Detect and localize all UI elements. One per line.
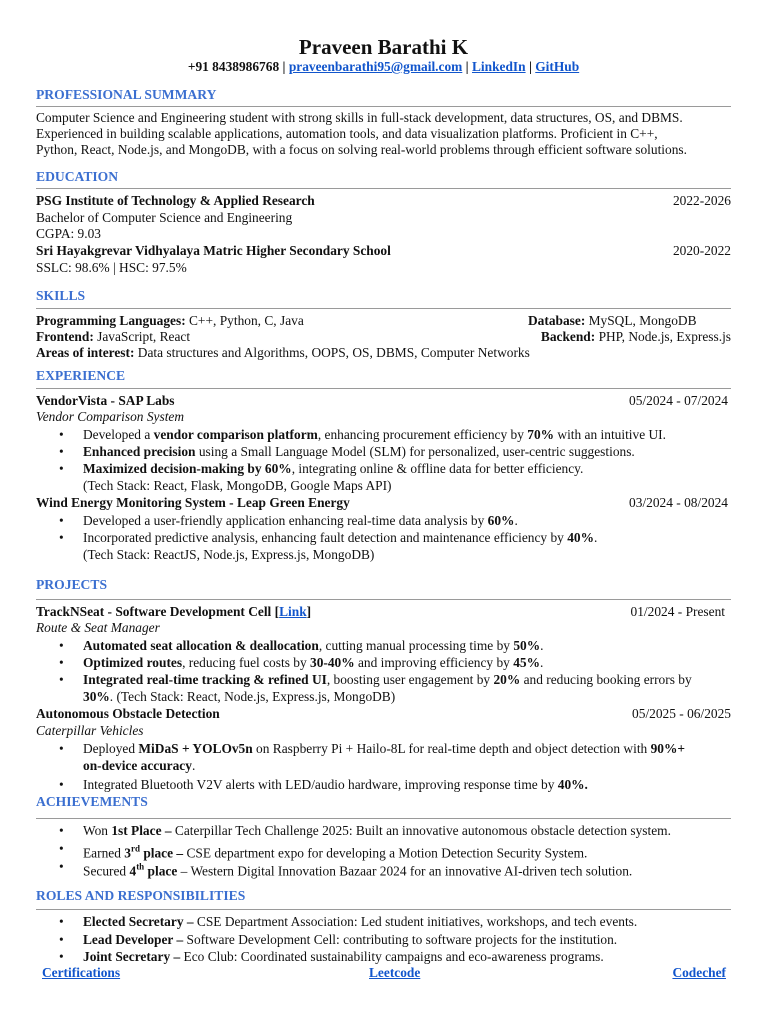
- section-divider: [36, 818, 731, 819]
- bullet-icon: •: [59, 823, 64, 838]
- phone-number: +91 8438986768: [187, 59, 280, 74]
- bullet-icon: •: [59, 932, 64, 947]
- skill-value: PHP, Node.js, Express.js: [595, 329, 731, 344]
- bracket: ]: [306, 604, 312, 619]
- email-link[interactable]: praveenbarathi95@gmail.com: [288, 59, 463, 74]
- skills-interests: [36, 345, 731, 361]
- linkedin-link[interactable]: LinkedIn: [471, 59, 526, 74]
- job-name: Wind Energy Monitoring System - Leap Green Energy: [36, 495, 350, 510]
- project-title: [36, 604, 731, 620]
- education-entry: [36, 193, 731, 209]
- job-dates: 05/2024 - 07/2024: [629, 393, 728, 408]
- bullet-icon: •: [59, 859, 64, 874]
- bullet-icon: •: [59, 914, 64, 929]
- resume-name: Praveen Barathi K: [298, 35, 469, 59]
- skill-label: Backend:: [540, 329, 596, 344]
- summary-line: Python, React, Node.js, and MongoDB, with a focus on solving real-world problems through efficient software solutions.: [36, 142, 687, 157]
- project-dates: 05/2025 - 06/2025: [632, 706, 731, 721]
- section-title-achievements: ACHIEVEMENTS: [36, 794, 148, 809]
- skill-label: Database:: [528, 313, 586, 328]
- project-subtitle-text: Route & Seat Manager: [36, 620, 160, 635]
- section-divider: [36, 308, 731, 309]
- bullet-icon: •: [59, 427, 64, 442]
- school-name: PSG Institute of Technology & Applied Research: [36, 193, 315, 208]
- section-divider: [36, 188, 731, 189]
- project-name: Autonomous Obstacle Detection: [36, 706, 220, 721]
- education-years: 2020-2022: [672, 243, 731, 258]
- section-divider: [36, 909, 731, 910]
- job-subtitle: [36, 409, 731, 425]
- separator: |: [282, 59, 286, 74]
- section-divider: [36, 388, 731, 389]
- project-subtitle-text: Caterpillar Vehicles: [36, 723, 144, 738]
- contact-line: [36, 59, 731, 75]
- section-divider: [36, 106, 731, 107]
- school-name: Sri Hayakgrevar Vidhyalaya Matric Higher Secondary School: [36, 243, 391, 258]
- skill-value: Data structures and Algorithms, OOPS, OS, DBMS, Computer Networks: [134, 345, 530, 360]
- section-title-projects: PROJECTS: [36, 577, 108, 592]
- job-title: [36, 495, 731, 511]
- skill-label: Areas of interest:: [36, 345, 135, 360]
- job-name: VendorVista - SAP Labs: [36, 393, 175, 408]
- bullet-icon: •: [59, 777, 64, 792]
- skill-value: C++, Python, C, Java: [185, 313, 304, 328]
- bullet-icon: •: [59, 513, 64, 528]
- skill-value: JavaScript, React: [93, 329, 191, 344]
- education-years: 2022-2026: [672, 193, 731, 208]
- separator: |: [465, 59, 469, 74]
- bullet-icon: •: [59, 444, 64, 459]
- project-dates: 01/2024 - Present: [630, 604, 725, 619]
- job-dates: 03/2024 - 08/2024: [629, 495, 728, 510]
- bullet-icon: •: [59, 655, 64, 670]
- summary-line: Experienced in building scalable applications, automation tools, and data visualization platforms. Proficient in C++,: [36, 126, 658, 141]
- section-title-summary: PROFESSIONAL SUMMARY: [36, 87, 217, 102]
- section-title-roles: ROLES AND RESPONSIBILITIES: [36, 888, 246, 903]
- job-title: [36, 393, 731, 409]
- bullet-icon: •: [59, 638, 64, 653]
- project-subtitle: [36, 620, 731, 636]
- skill-label: Programming Languages:: [36, 313, 186, 328]
- bullet-icon: •: [59, 530, 64, 545]
- certifications-link[interactable]: Certifications: [42, 965, 121, 980]
- bullet-icon: •: [59, 949, 64, 964]
- separator: |: [528, 59, 532, 74]
- summary-line: Computer Science and Engineering student with strong skills in full-stack development, data structures, OS, and DBMS.: [36, 110, 683, 125]
- education-entry: [36, 243, 731, 259]
- project-link[interactable]: Link: [279, 604, 307, 619]
- cgpa: CGPA: 9.03: [36, 226, 101, 241]
- section-title-skills: SKILLS: [36, 288, 86, 303]
- section-title-experience: EXPERIENCE: [36, 368, 126, 383]
- school-scores: SSLC: 98.6% | HSC: 97.5%: [36, 260, 187, 275]
- skills-database: [528, 313, 697, 329]
- github-link[interactable]: GitHub: [535, 59, 580, 74]
- skill-label: Frontend:: [36, 329, 94, 344]
- project-title: [36, 706, 731, 722]
- section-title-education: EDUCATION: [36, 169, 119, 184]
- skill-value: MySQL, MongoDB: [585, 313, 697, 328]
- codechef-link[interactable]: Codechef: [672, 965, 726, 980]
- project-subtitle: [36, 723, 731, 739]
- project-name: TrackNSeat - Software Development Cell [: [36, 604, 280, 619]
- bullet-icon: •: [59, 741, 64, 756]
- bullet-icon: •: [59, 461, 64, 476]
- leetcode-link[interactable]: Leetcode: [369, 965, 421, 980]
- bullet-icon: •: [59, 672, 64, 687]
- bullet-icon: •: [59, 841, 64, 856]
- skills-backend: [541, 329, 731, 345]
- degree: Bachelor of Computer Science and Engineering: [36, 210, 293, 225]
- job-subtitle-text: Vendor Comparison System: [36, 409, 185, 424]
- section-divider: [36, 599, 731, 600]
